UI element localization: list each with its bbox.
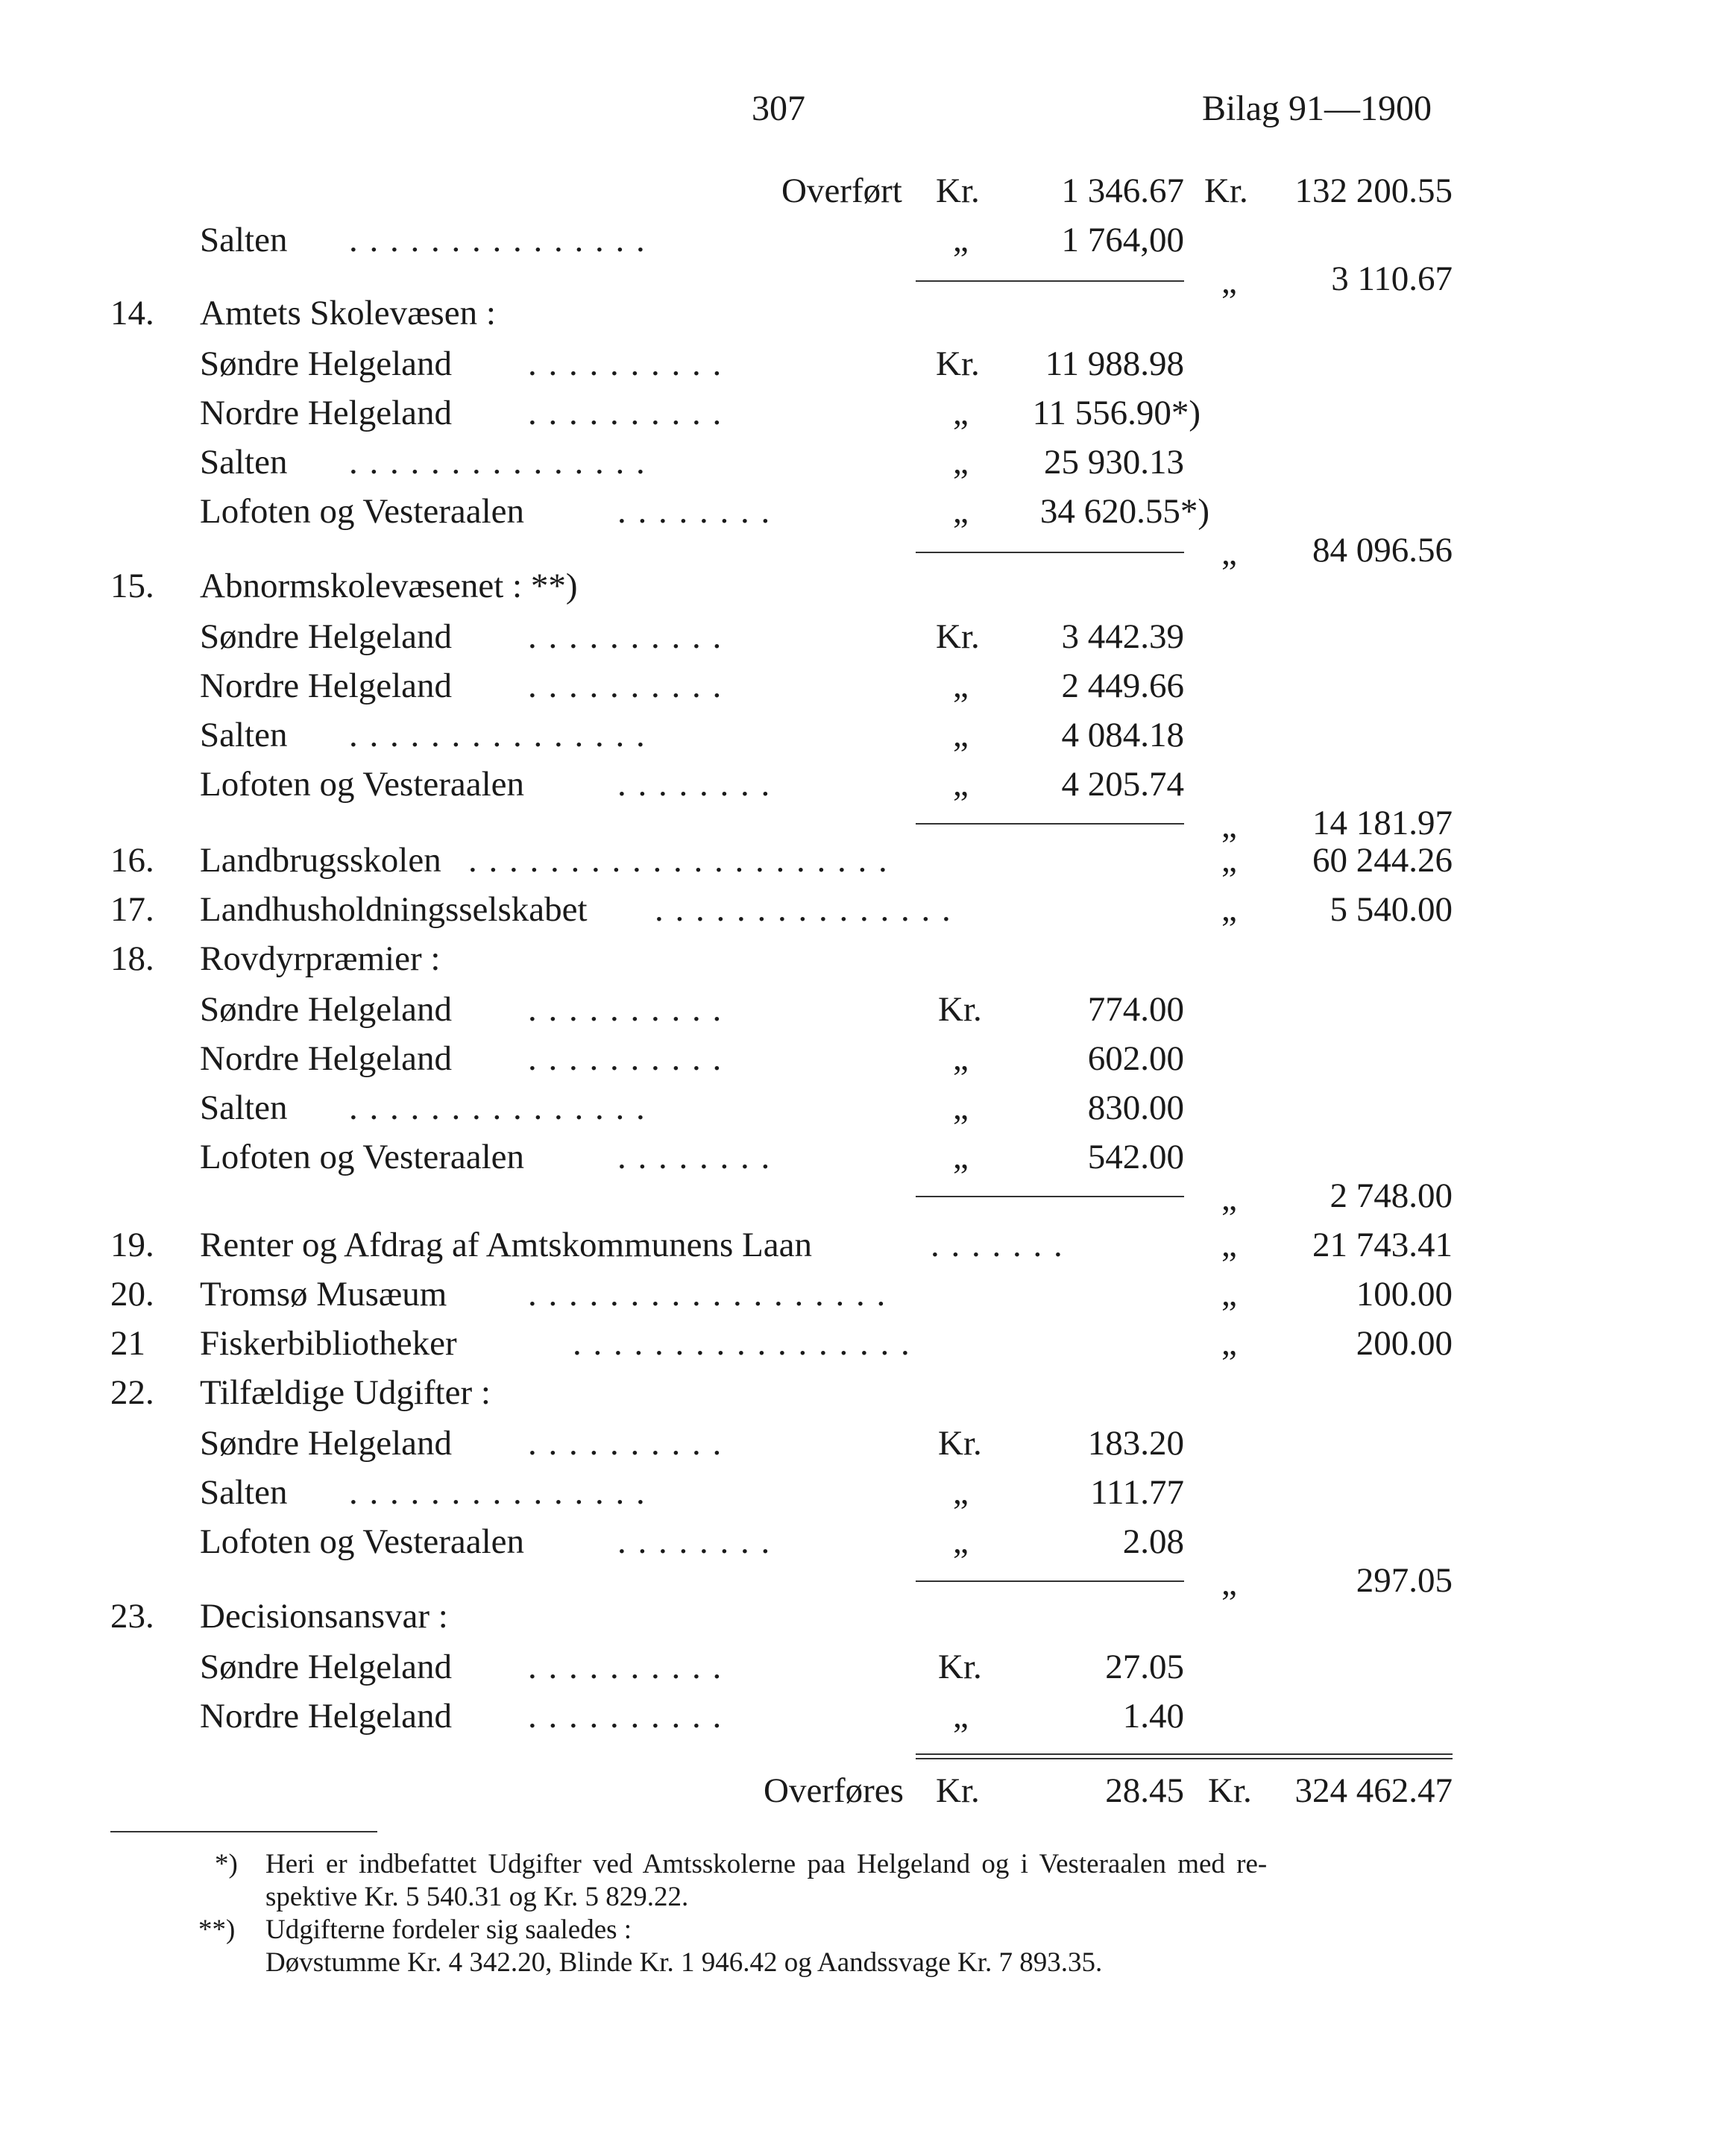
section-19-number: 19. — [110, 1226, 154, 1264]
section-15-row-label: Lofoten og Vesteraalen — [200, 765, 525, 804]
leader-dots: . . . . . . . . — [617, 1138, 772, 1176]
section-14-row-amount: 34 620.55*) — [1039, 492, 1209, 531]
leader-dots: . . . . . . . . . . . . . . . — [349, 221, 646, 259]
section-18-row-label: Nordre Helgeland — [200, 1039, 452, 1078]
section-18-row-currency: „ — [953, 1088, 969, 1127]
ditto-mark: „ — [1221, 534, 1237, 573]
section-17-total: 5 540.00 — [1330, 890, 1453, 929]
leader-dots: . . . . . . . . . . — [528, 666, 723, 705]
leader-dots: . . . . . . . . . . — [528, 394, 723, 432]
section-23-title: Decisionsansvar : — [200, 1597, 448, 1636]
leader-dots: . . . . . . . . . . . . . . . — [349, 716, 646, 754]
ditto-mark: „ — [1221, 841, 1237, 880]
section-14-row-label: Nordre Helgeland — [200, 394, 452, 432]
section-15-number: 15. — [110, 567, 154, 605]
section-18-row-amount: 830.00 — [1087, 1088, 1184, 1127]
leader-dots: . . . . . . . . . . — [528, 617, 723, 656]
ditto-mark: „ — [1221, 1179, 1237, 1218]
page-number: 307 — [752, 89, 805, 128]
section-18-row-amount: 774.00 — [1087, 990, 1184, 1029]
total-rule — [916, 1753, 1453, 1755]
ditto-mark: „ — [1221, 1564, 1237, 1603]
section-16-total: 60 244.26 — [1312, 841, 1453, 880]
section-22-row-label: Søndre Helgeland — [200, 1424, 453, 1463]
leader-dots: . . . . . . . . . . — [528, 344, 723, 383]
section-14-row-currency: „ — [953, 394, 969, 432]
leader-dots: . . . . . . . . . . — [528, 1648, 723, 1686]
top-salten-total: 3 110.67 — [1331, 259, 1453, 298]
section-23-number: 23. — [110, 1597, 154, 1636]
section-15-row-currency: „ — [953, 666, 969, 705]
leader-dots: . . . . . . . . . . . . . . . — [655, 890, 952, 929]
section-15-row-amount: 3 442.39 — [1061, 617, 1184, 656]
footnote-1-line-2: spektive Kr. 5 540.31 og Kr. 5 829.22. — [265, 1882, 689, 1912]
appendix-label: Bilag 91—1900 — [1202, 89, 1432, 128]
ditto-mark: „ — [953, 221, 969, 259]
section-14-row-amount: 11 988.98 — [1045, 344, 1184, 383]
section-22-row-label: Lofoten og Vesteraalen — [200, 1522, 525, 1561]
section-17-number: 17. — [110, 890, 154, 929]
section-15-row-amount: 4 205.74 — [1061, 765, 1184, 804]
ditto-mark: „ — [1221, 1275, 1237, 1314]
carried-forward-label: Overført — [781, 171, 902, 210]
top-salten-amount: 1 764,00 — [1061, 221, 1184, 259]
ditto-mark: „ — [1221, 1226, 1237, 1264]
leader-dots: . . . . . . . . . . . . . . . — [349, 1473, 646, 1512]
section-22-total: 297.05 — [1356, 1561, 1453, 1600]
section-15-row-currency: Kr. — [936, 617, 980, 656]
leader-dots: . . . . . . . — [931, 1226, 1064, 1264]
footnote-2-line-2: Døvstumme Kr. 4 342.20, Blinde Kr. 1 946.42 og Aandssvage Kr. 7 893.35. — [265, 1947, 1103, 1978]
section-22-row-amount: 111.77 — [1090, 1473, 1184, 1512]
footnote-2-mark: **) — [198, 1914, 236, 1945]
section-23-row-amount: 27.05 — [1105, 1648, 1184, 1686]
section-22-row-label: Salten — [200, 1473, 288, 1512]
section-22-row-amount: 183.20 — [1087, 1424, 1184, 1463]
leader-dots: . . . . . . . . — [617, 765, 772, 804]
ditto-mark: „ — [1221, 262, 1237, 301]
section-23-row-currency: Kr. — [938, 1648, 982, 1686]
leader-dots: . . . . . . . . . . . . . . . — [349, 443, 646, 482]
section-15-row-label: Nordre Helgeland — [200, 666, 452, 705]
section-22-row-amount: 2.08 — [1122, 1522, 1184, 1561]
section-22-row-currency: „ — [953, 1473, 969, 1512]
section-23-row-label: Søndre Helgeland — [200, 1648, 453, 1686]
section-23-row-label: Nordre Helgeland — [200, 1697, 452, 1736]
ditto-mark: „ — [1221, 1324, 1237, 1363]
section-20-total: 100.00 — [1356, 1275, 1453, 1314]
footnote-2-line-1: Udgifterne fordeler sig saaledes : — [265, 1914, 632, 1945]
section-17-label: Landhusholdningsselskabet — [200, 890, 588, 929]
section-22-title: Tilfældige Udgifter : — [200, 1373, 491, 1412]
carry-over-currency-1: Kr. — [936, 1771, 980, 1810]
ditto-mark: „ — [1221, 807, 1237, 845]
section-18-row-currency: „ — [953, 1138, 969, 1176]
carried-forward-amount-2: 132 200.55 — [1294, 171, 1453, 210]
footnote-1-mark: *) — [215, 1849, 238, 1879]
section-14-row-amount: 11 556.90*) — [1032, 394, 1201, 432]
leader-dots: . . . . . . . . . . — [528, 990, 723, 1029]
leader-dots: . . . . . . . . . . . . . . . — [349, 1088, 646, 1127]
leader-dots: . . . . . . . . . . . . . . . . . . . . . — [468, 841, 889, 880]
section-15-row-currency: „ — [953, 716, 969, 754]
section-15-row-label: Søndre Helgeland — [200, 617, 453, 656]
section-14-row-label: Salten — [200, 443, 288, 482]
carried-forward-currency-1: Kr. — [936, 171, 980, 210]
section-14-number: 14. — [110, 294, 154, 332]
section-19-total: 21 743.41 — [1312, 1226, 1453, 1264]
section-18-title: Rovdyrpræmier : — [200, 939, 441, 978]
top-salten-label: Salten — [200, 221, 288, 259]
carried-forward-amount-1: 1 346.67 — [1061, 171, 1184, 210]
section-16-label: Landbrugsskolen — [200, 841, 441, 880]
section-18-row-label: Søndre Helgeland — [200, 990, 453, 1029]
section-20-label: Tromsø Musæum — [200, 1275, 447, 1314]
section-15-title: Abnormskolevæsenet : **) — [200, 567, 578, 605]
section-14-row-currency: „ — [953, 492, 969, 531]
section-15-row-currency: „ — [953, 765, 969, 804]
leader-dots: . . . . . . . . . . . . . . . . . — [573, 1324, 911, 1363]
section-14-row-amount: 25 930.13 — [1044, 443, 1184, 482]
total-rule — [916, 1758, 1453, 1759]
section-14-row-currency: Kr. — [936, 344, 980, 383]
section-21-label: Fiskerbibliotheker — [200, 1324, 457, 1363]
ditto-mark: „ — [1221, 890, 1237, 929]
footnote-separator — [110, 1831, 377, 1832]
section-23-row-currency: „ — [953, 1697, 969, 1736]
carry-over-currency-2: Kr. — [1208, 1771, 1252, 1810]
section-22-row-currency: „ — [953, 1522, 969, 1561]
leader-dots: . . . . . . . . — [617, 1522, 772, 1561]
carry-over-amount-2: 324 462.47 — [1294, 1771, 1453, 1810]
section-14-row-label: Søndre Helgeland — [200, 344, 453, 383]
section-16-number: 16. — [110, 841, 154, 880]
leader-dots: . . . . . . . . . . — [528, 1424, 723, 1463]
section-21-total: 200.00 — [1356, 1324, 1453, 1363]
section-15-row-label: Salten — [200, 716, 288, 754]
carry-over-amount-1: 28.45 — [1105, 1771, 1184, 1810]
section-22-number: 22. — [110, 1373, 154, 1412]
section-18-row-currency: Kr. — [938, 990, 982, 1029]
section-15-row-amount: 2 449.66 — [1061, 666, 1184, 705]
section-18-row-label: Salten — [200, 1088, 288, 1127]
carry-over-label: Overføres — [764, 1771, 904, 1810]
section-15-total: 14 181.97 — [1312, 804, 1453, 842]
section-15-row-amount: 4 084.18 — [1061, 716, 1184, 754]
section-18-row-currency: „ — [953, 1039, 969, 1078]
section-14-row-currency: „ — [953, 443, 969, 482]
section-18-total: 2 748.00 — [1330, 1176, 1453, 1215]
footnote-1-line-1: Heri er indbefattet Udgifter ved Amtsskolerne paa Helgeland og i Vesteraalen med re- — [265, 1849, 1268, 1879]
leader-dots: . . . . . . . . . . — [528, 1039, 723, 1078]
section-18-row-amount: 602.00 — [1087, 1039, 1184, 1078]
section-18-number: 18. — [110, 939, 154, 978]
section-14-row-label: Lofoten og Vesteraalen — [200, 492, 525, 531]
leader-dots: . . . . . . . . . . . . . . . . . . — [528, 1275, 887, 1314]
section-23-row-amount: 1.40 — [1122, 1697, 1184, 1736]
section-21-number: 21 — [110, 1324, 145, 1363]
section-14-total: 84 096.56 — [1312, 531, 1453, 570]
section-20-number: 20. — [110, 1275, 154, 1314]
section-19-label: Renter og Afdrag af Amtskommunens Laan — [200, 1226, 813, 1264]
section-18-row-amount: 542.00 — [1087, 1138, 1184, 1176]
carried-forward-currency-2: Kr. — [1204, 171, 1248, 210]
leader-dots: . . . . . . . . — [617, 492, 772, 531]
leader-dots: . . . . . . . . . . — [528, 1697, 723, 1736]
section-14-title: Amtets Skolevæsen : — [200, 294, 496, 332]
section-18-row-label: Lofoten og Vesteraalen — [200, 1138, 525, 1176]
section-22-row-currency: Kr. — [938, 1424, 982, 1463]
